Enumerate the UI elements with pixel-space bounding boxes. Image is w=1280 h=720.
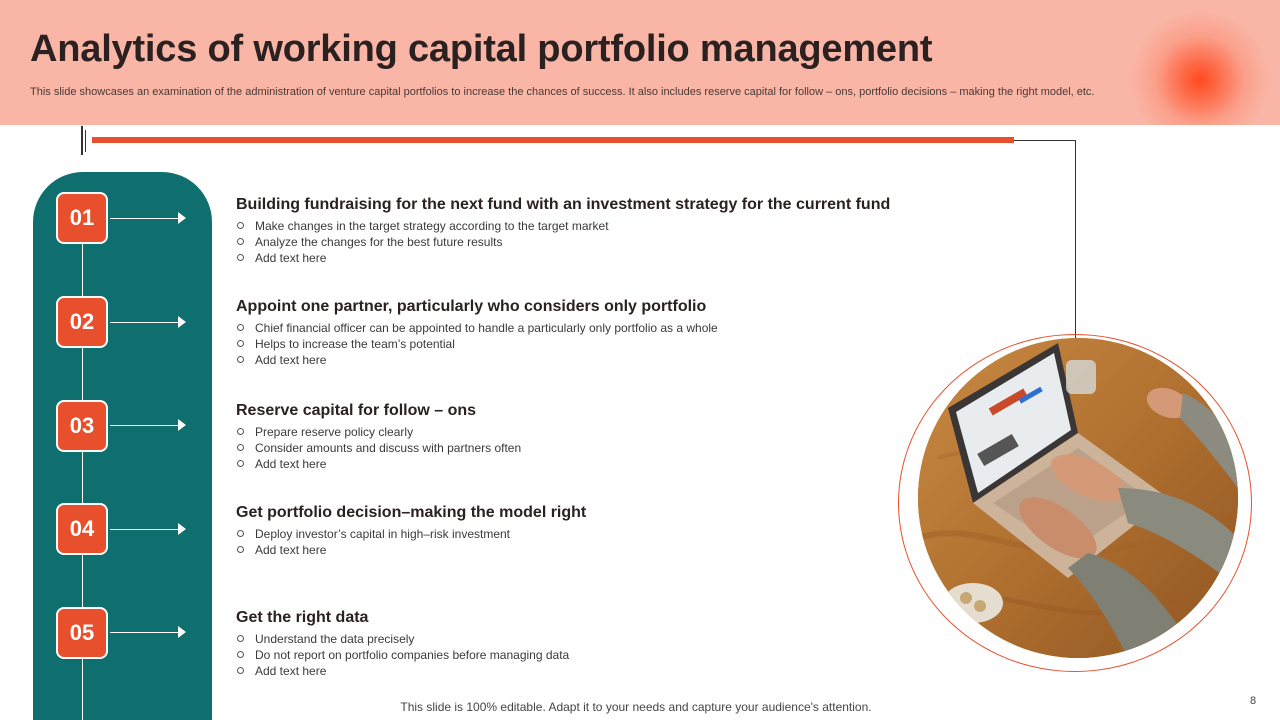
bullet-circle-icon [237, 356, 244, 363]
bullet-item [236, 647, 916, 663]
bullet-text: Prepare reserve policy clearly [255, 425, 414, 439]
bullet-circle-icon [237, 222, 244, 229]
step-bullets [236, 424, 916, 472]
bullet-text: Make changes in the target strategy according to the target market [255, 219, 609, 233]
bullet-item [236, 424, 916, 440]
footer-note: This slide is 100% editable. Adapt it to your needs and capture your audience's attention. [400, 700, 872, 714]
bullet-circle-icon [237, 635, 244, 642]
step-bullets [236, 320, 916, 368]
bullet-item [236, 336, 916, 352]
step-item [236, 609, 916, 679]
bullet-circle-icon [237, 530, 244, 537]
bullet-circle-icon [237, 428, 244, 435]
bullet-circle-icon [237, 340, 244, 347]
step-connector-line [110, 218, 180, 219]
arrow-right-icon [178, 419, 186, 431]
arrow-right-icon [178, 212, 186, 224]
arrow-right-icon [178, 523, 186, 535]
step-item [236, 196, 916, 266]
bullet-item [236, 352, 916, 368]
page-number: 8 [1250, 695, 1257, 707]
step-heading: Reserve capital for follow – ons [236, 402, 477, 419]
bullet-text: Chief financial officer can be appointed to handle a particularly only portfolio as a whole [255, 321, 718, 335]
step-number-badge: 03 [56, 400, 108, 452]
step-heading: Building fundraising for the next fund with an investment strategy for the current fund [236, 196, 891, 213]
step-item [236, 402, 916, 472]
decorative-glow [1130, 10, 1270, 125]
page-subtitle: This slide showcases an examination of the administration of venture capital portfolios to increase the chances of success. It also includes reserve capital for follow – ons, portfolio decisions – making the right model, etc. [30, 86, 1095, 98]
bullet-item [236, 456, 916, 472]
arrow-right-icon [178, 316, 186, 328]
bullet-text: Consider amounts and discuss with partners often [255, 441, 522, 455]
bullet-item [236, 234, 916, 250]
step-number-badge: 02 [56, 296, 108, 348]
step-number-badge: 04 [56, 503, 108, 555]
bullet-text: Helps to increase the team’s potential [255, 337, 455, 351]
step-number-badge: 05 [56, 607, 108, 659]
bullet-circle-icon [237, 460, 244, 467]
step-bullets [236, 631, 916, 679]
bullet-item [236, 542, 916, 558]
frame-line-vertical [1075, 140, 1076, 340]
bullet-text: Add text here [255, 353, 327, 367]
step-connector-line [110, 632, 180, 633]
step-bullets [236, 218, 916, 266]
step-connector-line [110, 322, 180, 323]
bullet-item [236, 218, 916, 234]
decorative-tick [81, 126, 83, 155]
bullet-text: Add text here [255, 251, 327, 265]
step-heading: Get portfolio decision–making the model right [236, 504, 587, 521]
bullet-item [236, 320, 916, 336]
bullet-item [236, 250, 916, 266]
bullet-circle-icon [237, 667, 244, 674]
header-banner [0, 0, 1280, 125]
accent-bar [92, 137, 1014, 143]
bullet-text: Add text here [255, 457, 327, 471]
bullet-text: Add text here [255, 664, 327, 678]
bullet-item [236, 663, 916, 679]
decorative-tick [85, 130, 86, 152]
step-number-badge: 01 [56, 192, 108, 244]
bullet-text: Do not report on portfolio companies before managing data [255, 648, 570, 662]
bullet-circle-icon [237, 254, 244, 261]
bullet-circle-icon [237, 324, 244, 331]
step-heading: Get the right data [236, 609, 369, 626]
bullet-text: Deploy investor’s capital in high–risk investment [255, 527, 511, 541]
step-item [236, 298, 916, 368]
bullet-item [236, 631, 916, 647]
bullet-circle-icon [237, 444, 244, 451]
step-heading: Appoint one partner, particularly who considers only portfolio [236, 298, 707, 315]
bullet-circle-icon [237, 651, 244, 658]
step-connector-line [110, 425, 180, 426]
bullet-circle-icon [237, 238, 244, 245]
bullet-text: Add text here [255, 543, 327, 557]
arrow-right-icon [178, 626, 186, 638]
bullet-item [236, 440, 916, 456]
bullet-text: Understand the data precisely [255, 632, 415, 646]
step-item [236, 504, 916, 558]
step-connector-line [110, 529, 180, 530]
bullet-text: Analyze the changes for the best future results [255, 235, 503, 249]
page-title: Analytics of working capital portfolio management [30, 28, 933, 70]
laptop-photo [918, 338, 1238, 658]
laptop-photo-illustration [918, 338, 1238, 658]
bullet-item [236, 526, 916, 542]
bullet-circle-icon [237, 546, 244, 553]
step-bullets [236, 526, 916, 558]
